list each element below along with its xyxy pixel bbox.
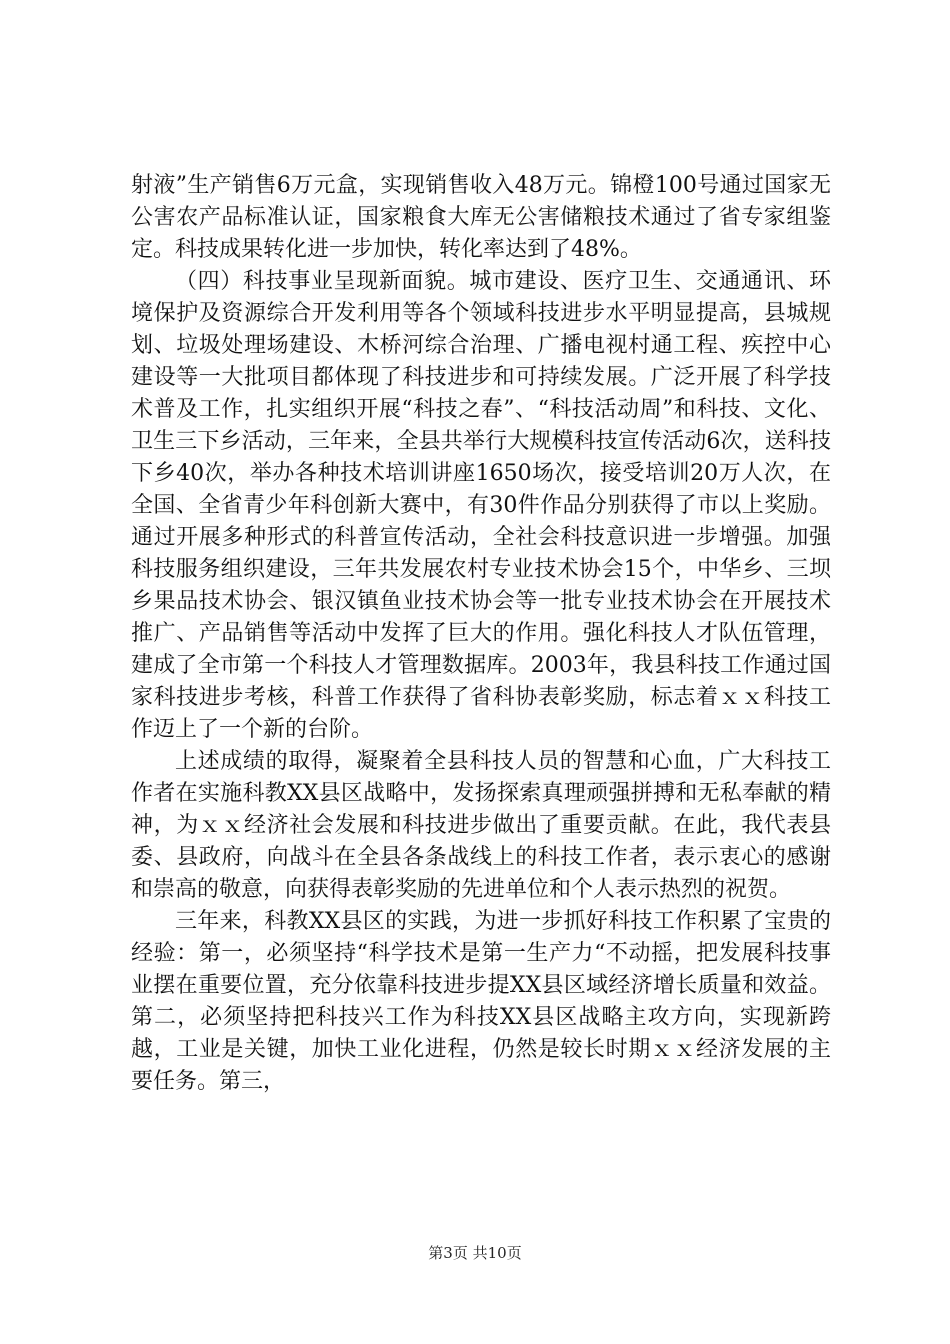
paragraph-3: 上述成绩的取得，凝聚着全县科技人员的智慧和心血，广大科技工作者在实施科教XX县区战略中，发扬探索真理顽强拼搏和无私奉献的精神，为ｘｘ经济社会发展和科技进步做出了重要贡献。在此，我代表县委、县政府，向战斗在全县各条战线上的科技工作者，表示衷心的感谢和崇高的敬意，向获得表彰奖励的先进单位和个人表示热烈的祝贺。	[131, 749, 831, 902]
document-body	[131, 170, 831, 1098]
paragraph-2: （四）科技事业呈现新面貌。城市建设、医疗卫生、交通通讯、环境保护及资源综合开发利用等各个领域科技进步水平明显提高，县城规划、垃圾处理场建设、木桥河综合治理、广播电视村通工程、疾控中心建设等一大批项目都体现了科技进步和可持续发展。广泛开展了科学技术普及工作，扎实组织开展“科技之春”、“科技活动周”和科技、文化、卫生三下乡活动，三年来，全县共举行大规模科技宣传活动6次，送科技下乡40次，举办各种技术培训讲座1650场次，接受培训20万人次，在全国、全省青少年科创新大赛中，有30件作品分别获得了市以上奖励。通过开展多种形式的科普宣传活动，全社会科技意识进一步增强。加强科技服务组织建设，三年共发展农村专业技术协会15个，中华乡、三坝乡果品技术协会、银汉镇鱼业技术协会等一批专业技术协会在开展技术推广、产品销售等活动中发挥了巨大的作用。强化科技人才队伍管理，建成了全市第一个科技人才管理数据库。2003年，我县科技工作通过国家科技进步考核，科普工作获得了省科协表彰奖励，标志着ｘｘ科技工作迈上了一个新的台阶。	[131, 269, 831, 742]
page-number-label: 第3页 共10页	[428, 1244, 522, 1262]
paragraph-1: 射液”生产销售6万元盒，实现销售收入48万元。锦橙100号通过国家无公害农产品标准认证，国家粮食大库无公害储粮技术通过了省专家组鉴定。科技成果转化进一步加快，转化率达到了48%。	[131, 173, 831, 262]
page-footer	[0, 1243, 950, 1263]
paragraph-4: 三年来，科教XX县区的实践，为进一步抓好科技工作积累了宝贵的经验：第一，必须坚持“科学技术是第一生产力“不动摇，把发展科技事业摆在重要位置，充分依靠科技进步提XX县区域经济增长质量和效益。第二，必须坚持把科技兴工作为科技XX县区战略主攻方向，实现新跨越，工业是关键，加快工业化进程，仍然是较长时期ｘｘ经济发展的主要任务。第三，	[131, 909, 831, 1094]
